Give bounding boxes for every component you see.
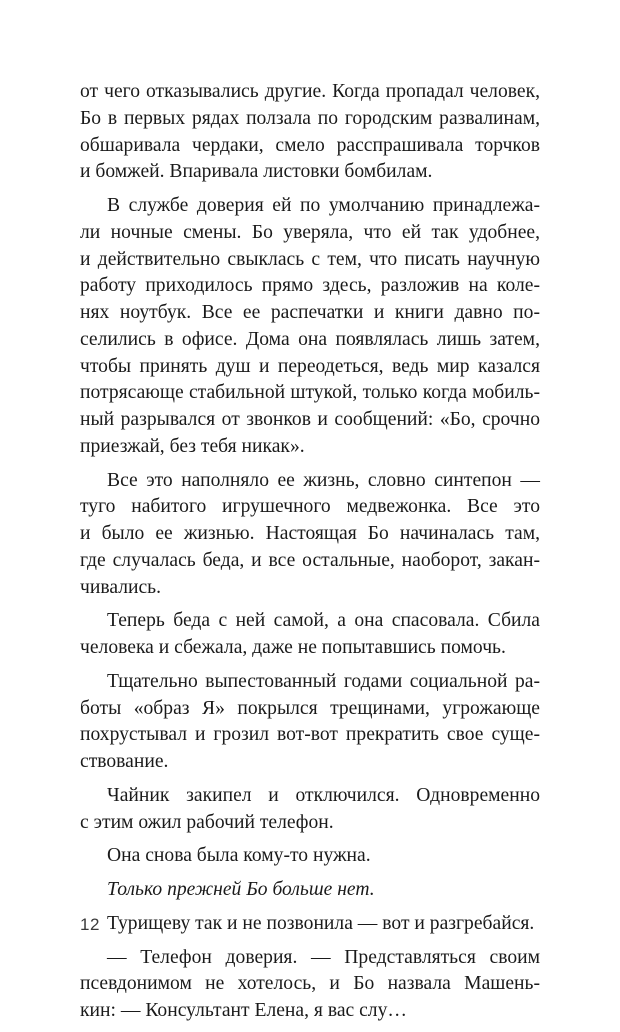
text-line: Бо в первых рядах ползала по городским развалинам, [80, 107, 540, 129]
text-line: Только прежней Бо больше нет. [107, 879, 375, 900]
text-line: чтобы принять душ и переодеться, ведь мир казался [80, 355, 540, 377]
paragraph-7 [80, 843, 540, 870]
text-line: Все это наполняло ее жизнь, словно синтепон — [107, 469, 540, 491]
text-line: псевдонимом не хотелось, и Бо назвала Машень- [80, 973, 540, 995]
text-line: — Телефон доверия. — Представляться своим [107, 946, 540, 968]
text-line: похрустывал и грозил вот-вот прекратить свое суще- [80, 724, 540, 746]
text-line: и бомжей. Впаривала листовки бомбилам. [80, 161, 433, 183]
text-line: чивались. [80, 576, 161, 598]
text-line: где случалась беда, и все остальные, наоборот, закан- [80, 549, 540, 571]
text-line: Турищеву так и не позвонила — вот и разгребайся. [107, 912, 535, 934]
page-number: 12 [80, 915, 100, 934]
text-line: Она снова была кому-то нужна. [107, 845, 371, 867]
text-line: селились в офисе. Дома она появлялась лишь затем, [80, 328, 540, 350]
text-line: и было ее жизнью. Настоящая Бо начиналась там, [80, 523, 540, 544]
text-line: приезжай, без тебя никак». [80, 435, 305, 457]
paragraph-1 [80, 79, 540, 186]
text-line: человека и сбежала, даже не попытавшись помочь. [80, 637, 506, 658]
text-line: потрясающе стабильной штукой, только когда мобиль- [80, 382, 540, 404]
text-line: боты «образ Я» покрылся трещинами, угрожающе [80, 697, 540, 719]
paragraph-10 [80, 945, 540, 1025]
text-line: туго набитого игрушечного медвежонка. Все это [80, 496, 540, 518]
text-line: ный разрывался от звонков и сообщений: «Бо, срочно [80, 409, 540, 430]
text-line: работу приходилось прямо здесь, разложив на коле- [80, 275, 540, 297]
text-line: ли ночные смены. Бо уверяла, что ей так удобнее, [80, 221, 540, 243]
text-line: ствование. [80, 751, 169, 772]
paragraph-2 [80, 193, 540, 461]
text-line: Чайник закипел и отключился. Одновременно [107, 784, 540, 806]
text-line: нях ноутбук. Все ее распечатки и книги давно по- [80, 302, 540, 323]
text-line: обшаривала чердаки, смело расспрашивала торчков [80, 134, 540, 156]
text-line: и действительно свыклась с тем, что писать научную [80, 248, 540, 270]
text-line: кин: — Консультант Елена, я вас слу… [80, 1000, 407, 1021]
paragraph-4 [80, 608, 540, 662]
text-line: с этим ожил рабочий телефон. [80, 811, 334, 833]
paragraph-6 [80, 783, 540, 837]
text-line: В службе доверия ей по умолчанию принадлежа- [107, 195, 540, 216]
paragraph-3 [80, 468, 540, 602]
text-line: Тщательно выпестованный годами социальной ра- [107, 670, 540, 692]
text-line: от чего отказывались другие. Когда пропадал человек, [80, 81, 540, 102]
paragraph-5 [80, 669, 540, 776]
body-text [80, 79, 540, 1032]
paragraph-8-italic [80, 877, 540, 904]
paragraph-9 [80, 911, 540, 938]
text-line: Теперь беда с ней самой, а она спасовала. Сбила [107, 610, 540, 632]
